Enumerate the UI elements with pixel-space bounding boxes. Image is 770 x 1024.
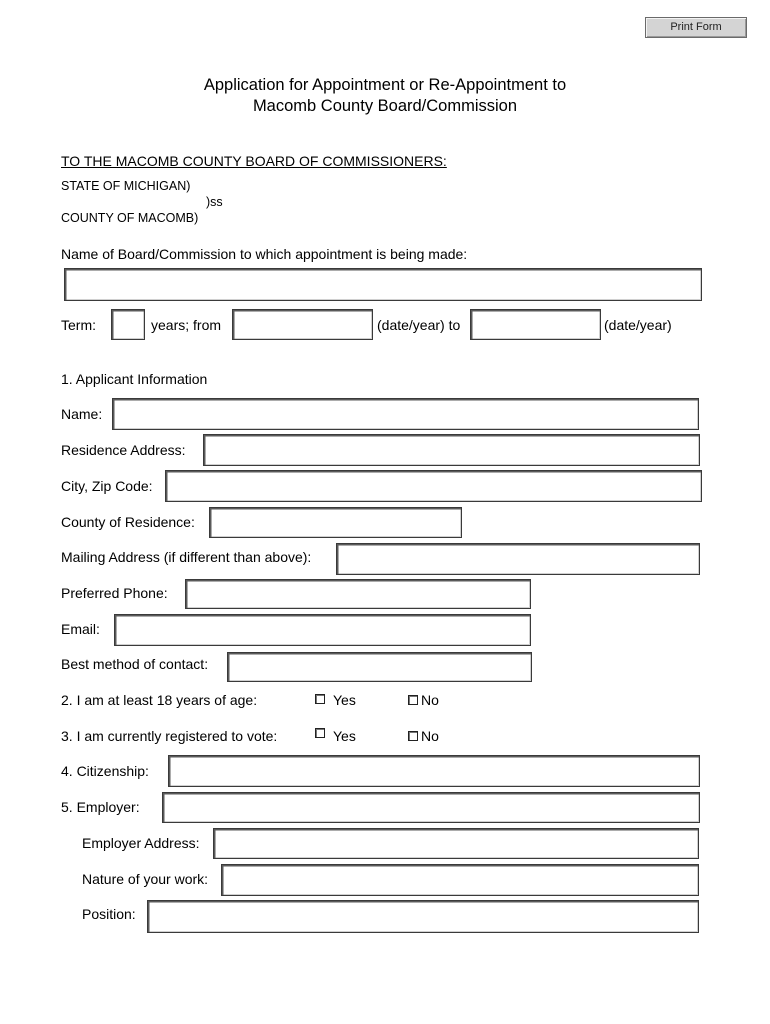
form-title-line-1: Application for Appointment or Re-Appointment to xyxy=(203,76,567,94)
voter-yes-checkbox[interactable] xyxy=(315,728,325,738)
voter-yes-label: Yes xyxy=(333,728,356,744)
county-residence-input[interactable] xyxy=(209,507,462,538)
term-to-date-input[interactable] xyxy=(470,309,601,340)
term-date-year-label: (date/year) xyxy=(604,317,672,333)
best-contact-label: Best method of contact: xyxy=(61,656,209,672)
preferred-phone-label: Preferred Phone: xyxy=(61,585,168,601)
name-input[interactable] xyxy=(112,398,699,430)
form-title-line-2: Macomb County Board/Commission xyxy=(252,97,518,115)
employer-label: 5. Employer: xyxy=(61,799,140,815)
name-label: Name: xyxy=(61,406,103,422)
term-date-year-to-label: (date/year) to xyxy=(377,317,461,333)
print-form-button[interactable]: Print Form xyxy=(645,17,747,38)
term-from-date-input[interactable] xyxy=(232,309,373,340)
employer-address-label: Employer Address: xyxy=(82,835,200,851)
employer-address-input[interactable] xyxy=(213,828,699,859)
term-years-input[interactable] xyxy=(111,309,145,340)
city-zip-label: City, Zip Code: xyxy=(61,478,153,494)
residence-address-input[interactable] xyxy=(203,434,700,466)
term-years-from-label: years; from xyxy=(151,317,222,333)
applicant-info-heading: 1. Applicant Information xyxy=(61,371,208,387)
position-input[interactable] xyxy=(147,900,699,933)
preferred-phone-input[interactable] xyxy=(185,579,531,609)
email-input[interactable] xyxy=(114,614,531,646)
mailing-address-label: Mailing Address (if different than above): xyxy=(61,549,312,565)
voter-question-label: 3. I am currently registered to vote: xyxy=(61,728,278,744)
voter-no-checkbox[interactable] xyxy=(408,731,418,741)
venue-state: STATE OF MICHIGAN) xyxy=(61,179,191,193)
venue-ss: )ss xyxy=(206,195,223,209)
age-yes-label: Yes xyxy=(333,692,356,708)
county-residence-label: County of Residence: xyxy=(61,514,195,530)
employer-input[interactable] xyxy=(162,792,700,823)
term-label: Term: xyxy=(61,317,96,333)
venue-county: COUNTY OF MACOMB) xyxy=(61,211,199,225)
age-question-label: 2. I am at least 18 years of age: xyxy=(61,692,258,708)
citizenship-input[interactable] xyxy=(168,755,700,787)
board-name-input[interactable] xyxy=(64,268,702,301)
age-no-checkbox[interactable] xyxy=(408,695,418,705)
nature-of-work-input[interactable] xyxy=(221,864,699,896)
email-label: Email: xyxy=(61,621,100,637)
residence-address-label: Residence Address: xyxy=(61,442,186,458)
position-label: Position: xyxy=(82,906,136,922)
nature-of-work-label: Nature of your work: xyxy=(82,871,209,887)
board-name-prompt: Name of Board/Commission to which appointment is being made: xyxy=(61,246,468,262)
citizenship-label: 4. Citizenship: xyxy=(61,763,149,779)
age-no-label: No xyxy=(421,692,439,708)
voter-no-label: No xyxy=(421,728,439,744)
addressee-heading: TO THE MACOMB COUNTY BOARD OF COMMISSIONERS: xyxy=(61,153,447,169)
city-zip-input[interactable] xyxy=(165,470,702,502)
best-contact-input[interactable] xyxy=(227,652,532,682)
mailing-address-input[interactable] xyxy=(336,543,700,575)
age-yes-checkbox[interactable] xyxy=(315,694,325,704)
